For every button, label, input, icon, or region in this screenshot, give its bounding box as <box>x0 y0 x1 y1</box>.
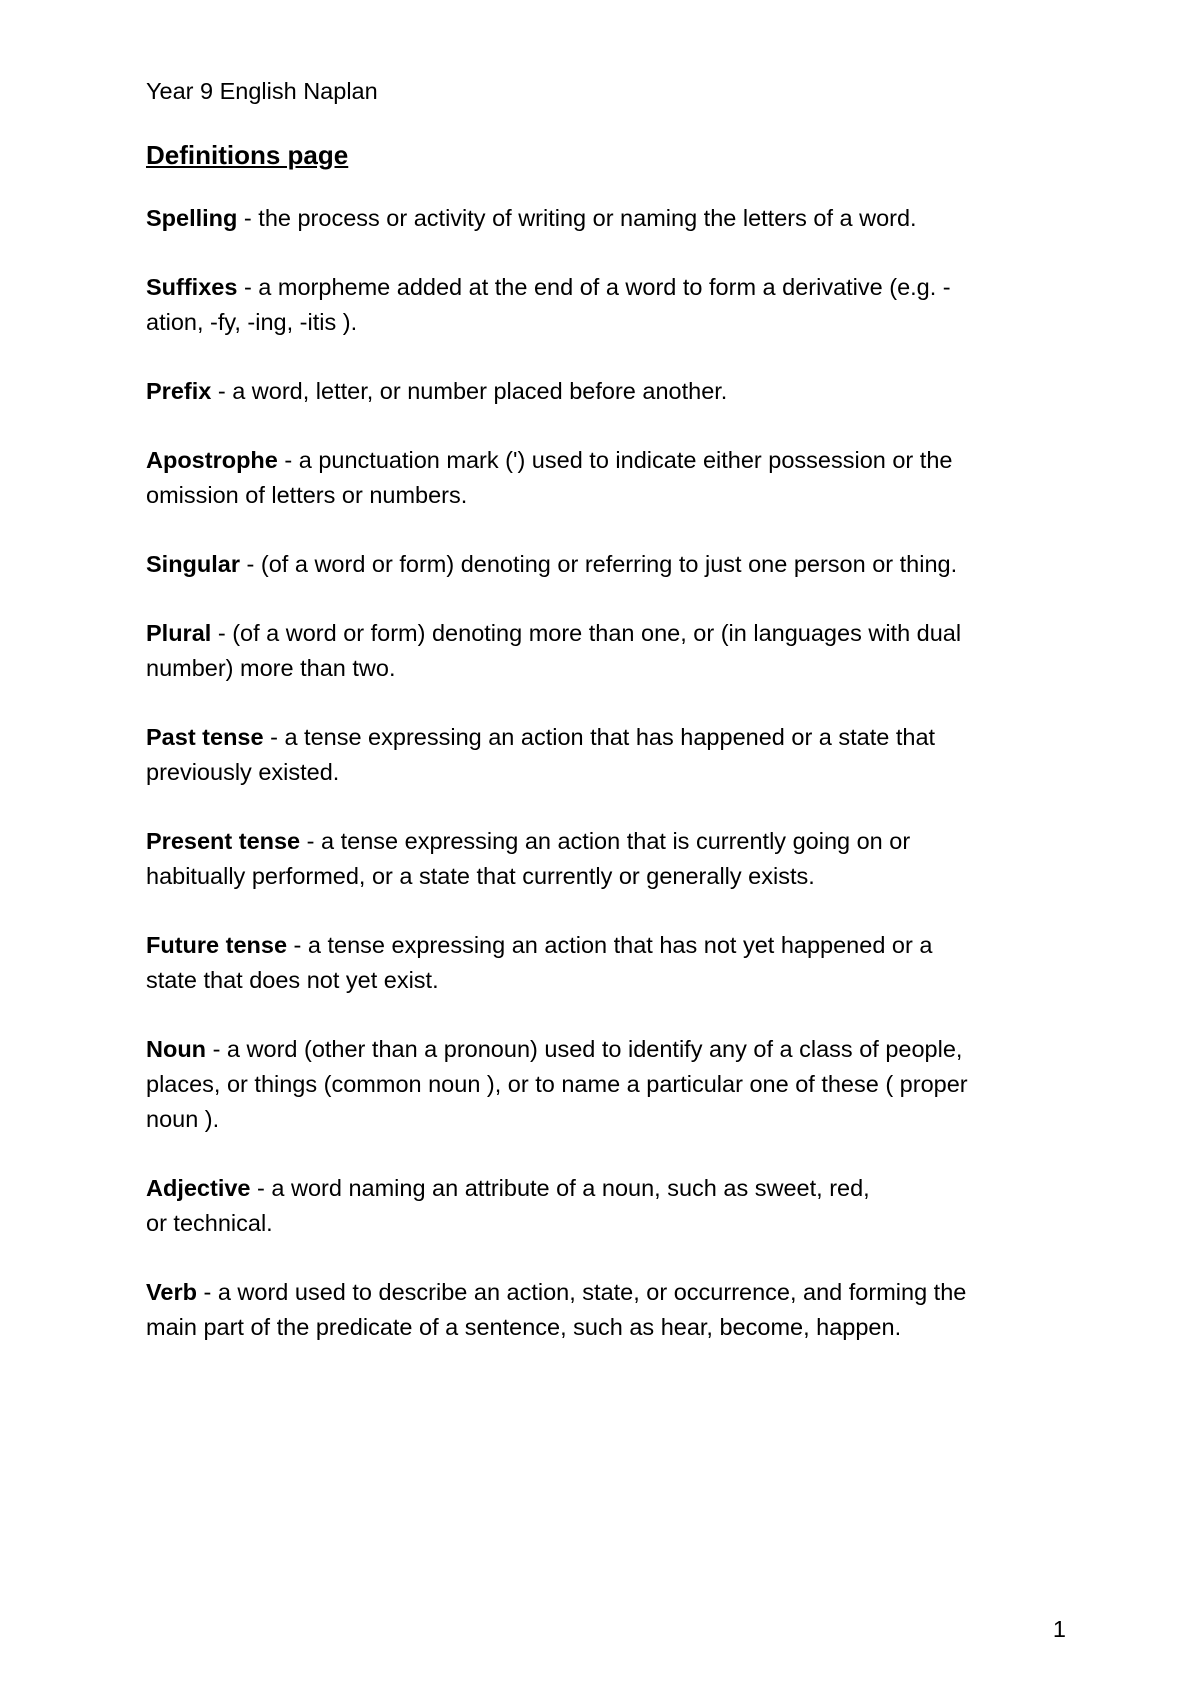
definition-text: - (of a word or form) denoting more than one, or (in languages with dual number) more than two. <box>146 620 962 681</box>
definition-present-tense <box>146 824 1076 894</box>
definition-apostrophe <box>146 443 1076 513</box>
definition-adjective <box>146 1171 1076 1241</box>
definition-term: Suffixes <box>146 274 238 300</box>
definition-prefix <box>146 374 1076 409</box>
definition-text: - a tense expressing an action that has happened or a state that previously existed. <box>146 724 936 785</box>
definition-text: - the process or activity of writing or naming the letters of a word. <box>237 205 917 231</box>
definition-past-tense <box>146 720 1076 790</box>
definition-plural <box>146 616 1076 686</box>
page-number: 1 <box>1052 1616 1066 1642</box>
definition-text: - a word (other than a pronoun) used to identify any of a class of people, places, or things (common noun ), or to name a particular one of these ( proper noun ). <box>146 1036 968 1132</box>
definition-singular <box>146 547 1076 582</box>
definition-term: Past tense <box>146 724 264 750</box>
definition-text: - a tense expressing an action that has not yet happened or a state that does not yet exist. <box>146 932 933 993</box>
document-header: Year 9 English Naplan <box>146 78 378 104</box>
definition-term: Plural <box>146 620 212 646</box>
definition-term: Singular <box>146 551 241 577</box>
definition-suffixes <box>146 270 1076 340</box>
definition-future-tense <box>146 928 1076 998</box>
definition-term: Verb <box>146 1279 197 1305</box>
definition-term: Apostrophe <box>146 447 278 473</box>
definition-term: Adjective <box>146 1175 251 1201</box>
page-title: Definitions page <box>146 140 349 170</box>
definition-text: - (of a word or form) denoting or referring to just one person or thing. <box>240 551 958 577</box>
definition-term: Future tense <box>146 932 288 958</box>
definition-term: Prefix <box>146 378 212 404</box>
document-content <box>146 74 1076 1379</box>
definition-verb <box>146 1275 1076 1345</box>
definition-term: Present tense <box>146 828 301 854</box>
definition-spelling <box>146 201 1076 236</box>
definition-noun <box>146 1032 1076 1137</box>
definition-term: Spelling <box>146 205 238 231</box>
definition-text: - a word used to describe an action, state, or occurrence, and forming the main part of the predicate of a sentence, such as hear, become, happen. <box>146 1279 967 1340</box>
definition-text: - a punctuation mark (') used to indicate either possession or the omission of letters or numbers. <box>146 447 953 508</box>
definition-text: - a word naming an attribute of a noun, such as sweet, red, or technical. <box>146 1175 870 1236</box>
definition-text: - a word, letter, or number placed before another. <box>211 378 728 404</box>
definitions-list <box>146 201 1076 1345</box>
definition-text: - a morpheme added at the end of a word to form a derivative (e.g. - ation, -fy, -ing, -itis ). <box>146 274 951 335</box>
definition-term: Noun <box>146 1036 207 1062</box>
definition-text: - a tense expressing an action that is currently going on or habitually performed, or a state that currently or generally exists. <box>146 828 911 889</box>
